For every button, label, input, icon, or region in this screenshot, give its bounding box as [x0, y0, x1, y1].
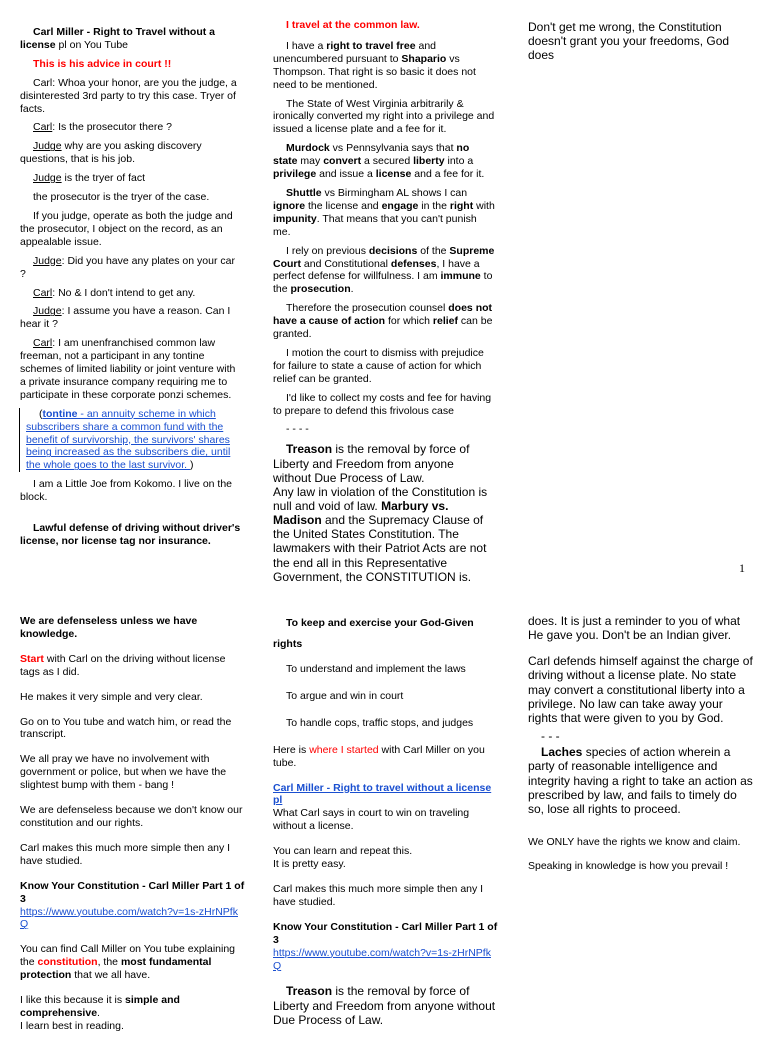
god-given-rights-heading: To keep and exercise your God-Given rights: [273, 617, 474, 650]
lawful-defense-heading: Lawful defense of driving without driver's license, nor license tag nor insurance.: [20, 522, 241, 547]
paragraph: Murdock vs Pennsylvania says that no state may convert a secured liberty into a privilege and issue a license and a fee for it.: [273, 142, 485, 181]
page2-column-3: [528, 614, 754, 879]
page1-column-2: [273, 19, 495, 590]
paragraph: He makes it very simple and very clear.: [20, 690, 203, 703]
tontine-definition: (tontine - an annuity scheme in which subscribers share a common fund with the benefit of survivorship, the survivors' shares being increased as the subscribers die, until the whole goes to the last survivor. ): [19, 408, 242, 473]
paragraph: Here is where I started with Carl Miller on you tube.: [273, 743, 485, 769]
section-divider: - - - -: [286, 423, 309, 436]
carl-miller-video-link[interactable]: Carl Miller - Right to travel without a license pl: [273, 781, 492, 807]
paragraph: Shuttle vs Birmingham AL shows I can ignore the license and engage in the right with impunity. That means that you can't punish me.: [273, 186, 495, 238]
dialogue-line: Judge: I assume you have a reason. Can I hear it ?: [20, 305, 231, 331]
dialogue-line: Carl: I am unenfranchised common law freeman, not a participant in any tontine schemes of limited liability or joint venture with a private insurance company requiring me to participate in these corporate ponzi schemes.: [20, 337, 236, 401]
paragraph: does. It is just a reminder to you of what He gave you. Don't be an Indian giver.: [528, 614, 741, 643]
treason-definition: Treason is the removal by force of Liberty and Freedom from anyone without Due Process of Law.: [273, 442, 470, 485]
paragraph: I learn best in reading.: [20, 1019, 124, 1032]
paragraph: Carl makes this much more simple then any I have studied.: [273, 882, 484, 908]
defenseless-heading: We are defenseless unless we have knowledge.: [20, 615, 198, 640]
dialogue-line: Judge is the tryer of fact: [33, 172, 146, 185]
page1-column-1: [20, 26, 242, 554]
tontine-link[interactable]: tontine: [42, 407, 78, 420]
paragraph: We ONLY have the rights we know and claim.: [528, 836, 741, 849]
youtube-link[interactable]: https://www.youtube.com/watch?v=1s-zHrNPfkQ: [20, 905, 238, 931]
paragraph: The State of West Virginia arbitrarily & ironically converted my right into a privilege and issued a license plate and a fee for it.: [273, 97, 495, 136]
dialogue-line: If you judge, operate as both the judge and the prosecutor, I object on the record, as an appealable issue.: [20, 209, 233, 248]
page1-column-3: [528, 20, 754, 68]
paragraph: We are defenseless because we don't know our constitution and our rights.: [20, 804, 243, 829]
dialogue-line: Judge why are you asking discovery questions, that is his job.: [20, 140, 202, 166]
youtube-link[interactable]: https://www.youtube.com/watch?v=1s-zHrNPfkQ: [273, 946, 491, 972]
paragraph: Start with Carl on the driving without license tags as I did.: [20, 652, 226, 678]
tontine-definition-link[interactable]: - an annuity scheme in which subscribers share a common fund with the benefit of survivorship, the survivors' shares being increased as the subscribers die, until the whole goes to the last survivor.: [26, 407, 231, 472]
dialogue-line: Carl: Whoa your honor, are you the judge, a disinterested 3rd party to try this case. Tryer of facts.: [20, 76, 237, 115]
video-reference: Know Your Constitution - Carl Miller Part 1 of 3 https://www.youtube.com/watch?v=1s-zHrNPfkQ: [273, 920, 498, 972]
constitution-note: Don't get me wrong, the Constitution doesn't grant you your freedoms, God does: [528, 20, 730, 63]
paragraph: I like this because it is simple and comprehensive.: [20, 994, 180, 1019]
rights-list-item: To handle cops, traffic stops, and judges: [286, 716, 474, 729]
treason-definition: Treason is the removal by force of Liberty and Freedom from anyone without Due Process of Law.: [273, 984, 496, 1027]
rights-list-item: To argue and win in court: [286, 689, 404, 702]
dialogue-line: Judge: Did you have any plates on your car ?: [20, 254, 235, 280]
paragraph: I have a right to travel free and unencumbered pursuant to Shapario vs Thompson. That right is so basic it does not need to be mentioned.: [273, 39, 476, 91]
paragraph: Therefore the prosecution counsel does not have a cause of action for which relief can be granted.: [273, 302, 493, 341]
paragraph: You can learn and repeat this. It is pretty easy.: [273, 845, 413, 871]
advice-note: This is his advice in court !!: [33, 57, 172, 70]
paragraph: I rely on previous decisions of the Supreme Court and Constitutional defenses, I have a perfect defense for willfulness. I am immune to the prosecution.: [273, 244, 495, 296]
supremacy-paragraph: Any law in violation of the Constitution is null and void of law. Marbury vs. Madison and the Supremacy Clause of the United States Constitution. The lawmakers with their Patriot Acts are not the end all in this Representative Government, the CONSTITUTION is.: [273, 484, 488, 584]
paragraph: We all pray we have no involvement with government or police, but when we have the slightest bump with them - bang !: [20, 753, 227, 792]
paragraph: I'd like to collect my costs and fee for having to prepare to defend this frivolous case: [273, 391, 492, 417]
dialogue-line: I am a Little Joe from Kokomo. I live on the block.: [20, 478, 233, 504]
page-number: 1: [739, 561, 745, 575]
paragraph: Speaking in knowledge is how you prevail !: [528, 860, 729, 873]
dialogue-line: Carl: No & I don't intend to get any.: [33, 286, 196, 299]
video-reference: Carl Miller - Right to travel without a license pl What Carl says in court to win on traveling without a license.: [273, 781, 492, 833]
dialogue-line: the prosecutor is the tryer of the case.: [33, 191, 210, 204]
video-reference: Know Your Constitution - Carl Miller Part 1 of 3 https://www.youtube.com/watch?v=1s-zHrNPfkQ: [20, 879, 245, 931]
section-divider: - - -: [541, 729, 560, 744]
paragraph: I motion the court to dismiss with prejudice for failure to state a cause of action for which relief can be granted.: [273, 346, 484, 385]
laches-definition: Laches species of action wherein a party of reasonable intelligence and integrity having a right to take an action as prescribed by law, and fails to timely do so, lose all rights to proceed.: [528, 745, 753, 816]
paragraph: You can find Call Miller on You tube explaining the constitution, the most fundamental protection that we all have.: [20, 943, 236, 982]
page2-column-1: [20, 615, 246, 1039]
article-title: Carl Miller - Right to Travel without a license pl on You Tube: [20, 26, 216, 51]
dialogue-line: Carl: Is the prosecutor there ?: [33, 121, 172, 134]
paragraph: Carl defends himself against the charge of driving without a license plate. No state may convert a constitutional liberty into a privilege. No law can take away your rights that were given to you by God.: [528, 654, 753, 725]
common-law-heading: I travel at the common law.: [286, 19, 420, 31]
paragraph: Carl makes this much more simple then any I have studied.: [20, 841, 231, 867]
rights-list-item: To understand and implement the laws: [286, 663, 466, 675]
paragraph: Go on to You tube and watch him, or read the transcript.: [20, 715, 232, 741]
page2-column-2: [273, 613, 499, 1033]
